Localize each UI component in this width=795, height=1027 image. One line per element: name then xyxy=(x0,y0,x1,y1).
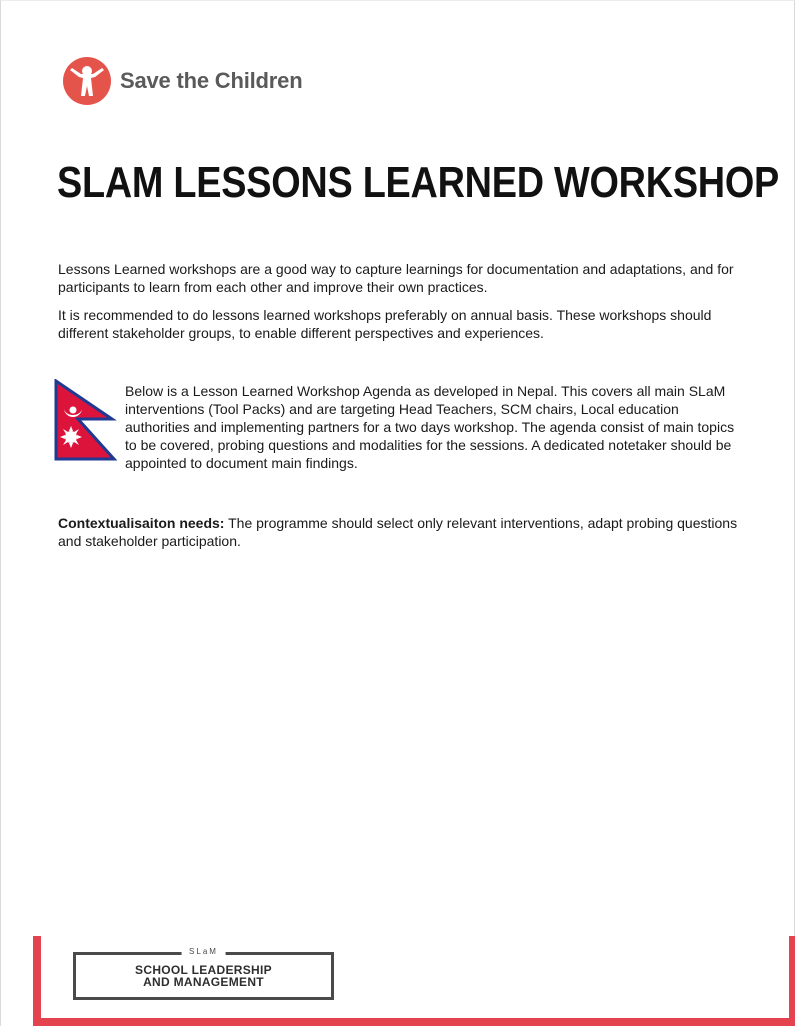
slam-badge xyxy=(73,947,334,1000)
recommendation-paragraph: It is recommended to do lessons learned workshops preferably on annual basis. These workshops should different stakeholder groups, to enable different perspectives and experiences. xyxy=(58,307,712,341)
intro-paragraph: Lessons Learned workshops are a good way to capture learnings for documentation and adaptations, and for participants to learn from each other and improve their own practices. xyxy=(58,261,734,295)
brand-name: Save the Children xyxy=(120,68,303,93)
contextualisation-paragraph xyxy=(58,514,738,550)
slam-badge-line-2: AND MANAGEMENT xyxy=(143,975,264,989)
contextualisation-label: Contextualisaiton needs: xyxy=(58,515,225,531)
page-title: SLAM LESSONS LEARNED WORKSHOP xyxy=(57,158,780,207)
nepal-agenda-paragraph: Below is a Lesson Learned Workshop Agenda as developed in Nepal. This covers all main SLaM interventions (Tool Packs) and are targeting Head Teachers, SCM chairs, Local education authorities and implementing partners for a two days workshop. The agenda consist of main topics to be covered, probing questions and modalities for the sessions. A dedicated notetaker should be appointed to document main findings. xyxy=(125,383,735,471)
slam-badge-line-1: SCHOOL LEADERSHIP xyxy=(135,963,272,977)
nepal-flag-icon xyxy=(54,379,118,466)
contextualisation-text: The programme should select only relevant interventions, adapt probing questions and stakeholder participation. xyxy=(58,515,738,549)
slam-tag: SLaM xyxy=(181,947,226,956)
save-the-children-logo xyxy=(62,56,302,106)
child-figure-icon xyxy=(62,56,112,106)
